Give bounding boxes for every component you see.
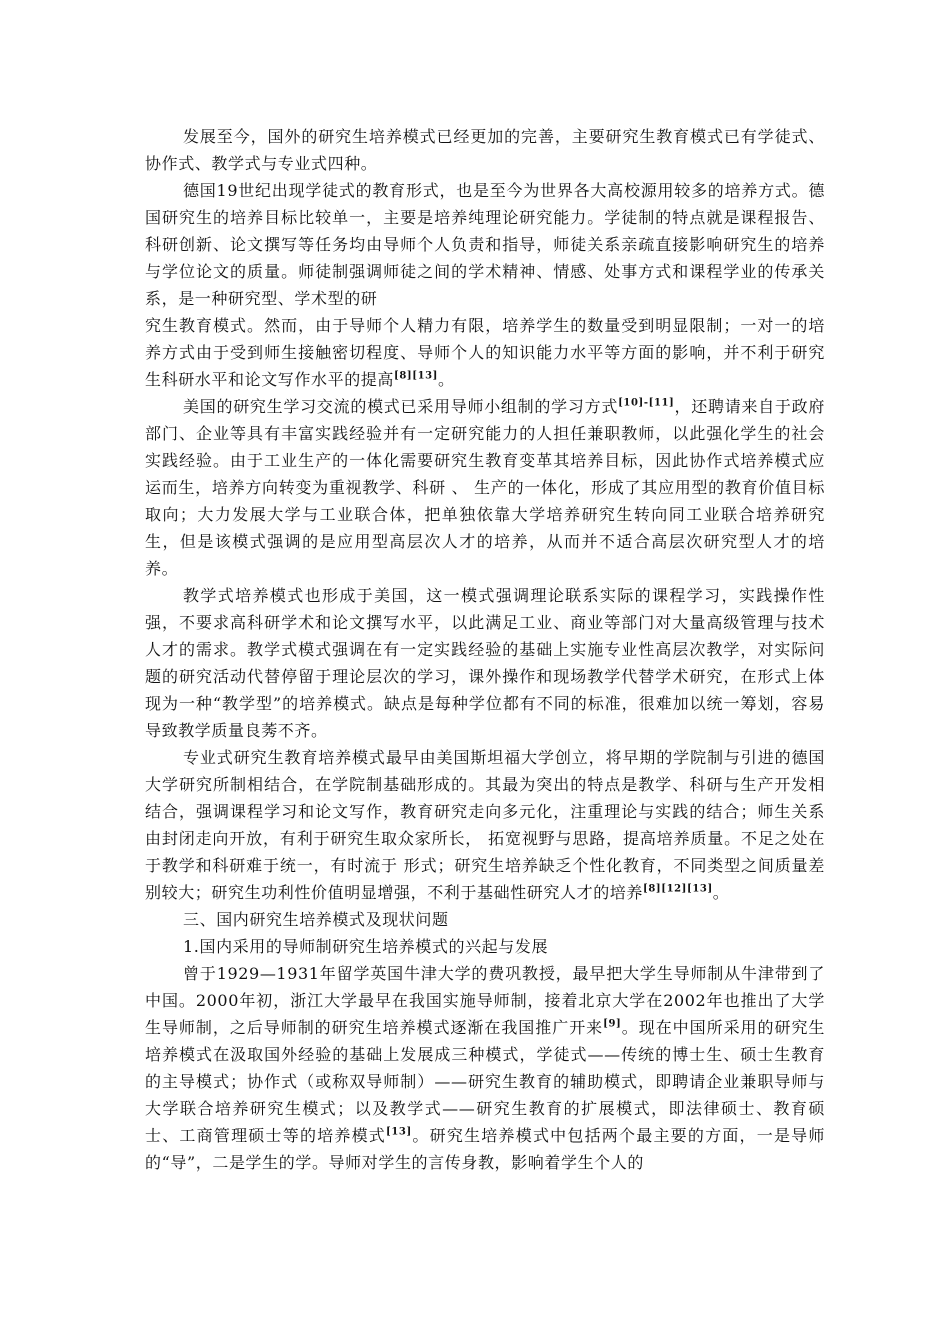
citation: [10]-[11] bbox=[618, 397, 675, 409]
section-heading bbox=[145, 906, 825, 933]
paragraph-teaching-mode bbox=[145, 582, 825, 744]
citation: [8][12][13] bbox=[643, 883, 713, 895]
heading-text: 1.国内采用的导师制研究生培养模式的兴起与发展 bbox=[183, 937, 549, 956]
paragraph-text: 。 bbox=[712, 883, 730, 902]
paragraph-text: 德国19世纪出现学徒式的教育形式，也是至今为世界各大高校源用较多的培养方式。德国研究生的培养目标比较单一，主要是培养纯理论研究能力。学徒制的特点就是课程报告、科研创新、论文撰写等任务均由导师个人负责和指导，师徒关系亲疏直接影响研究生的培养与学位论文的质量。师徒制强调师徒之间的学术精神、情感、处事方式和课程学业的传承关系，是一种研究型、学术型的研 bbox=[145, 181, 825, 308]
paragraph-germany-continued bbox=[145, 312, 825, 393]
paragraph-overview bbox=[145, 123, 825, 177]
paragraph-text: 究生教育模式。然而，由于导师个人精力有限，培养学生的数量受到明显限制；一对一的培养方式由于受到师生接触密切程度、导师个人的知识能力水平等方面的影响，并不利于研究生科研水平和论文写作水平的提高 bbox=[145, 316, 825, 389]
citation: [9] bbox=[603, 1018, 622, 1030]
paragraph-text: 。 bbox=[438, 370, 455, 389]
paragraph-germany bbox=[145, 177, 825, 312]
paragraph-text: 专业式研究生教育培养模式最早由美国斯坦福大学创立，将早期的学院制与引进的德国大学研究所制相结合，在学院制基础形成的。其最为突出的特点是教学、科研与生产开发相结合，强调课程学习和论文写作，教育研究走向多元化，注重理论与实践的结合；师生关系由封闭走向开放，有利于研究生取众家所长， 拓宽视野与思路，提高培养质量。不足之处在于教学和科研难于统一，有时流于 形式；研究生培养缺乏个性化教育，不同类型之间质量差别较大；研究生功利性价值明显增强，不利于基础性研究人才的培养 bbox=[145, 748, 825, 902]
paragraph-domestic-history bbox=[145, 960, 825, 1176]
paragraph-usa-collaborative bbox=[145, 393, 825, 582]
citation: [13] bbox=[386, 1126, 412, 1138]
heading-text: 三、国内研究生培养模式及现状问题 bbox=[183, 910, 449, 929]
document-page bbox=[145, 123, 825, 1176]
subsection-heading bbox=[145, 933, 825, 960]
paragraph-professional-mode bbox=[145, 744, 825, 906]
paragraph-text: 美国的研究生学习交流的模式已采用导师小组制的学习方式 bbox=[183, 397, 619, 416]
paragraph-text: 教学式培养模式也形成于美国，这一模式强调理论联系实际的课程学习，实践操作性强，不要求高科研学术和论文撰写水平，以此满足工业、商业等部门对大量高级管理与技术人才的需求。教学式模式强调在有一定实践经验的基础上实施专业性高层次教学，对实际问题的研究活动代替停留于理论层次的学习，课外操作和现场教学代替学术研究，在形式上体现为一种“教学型”的培养模式。缺点是每种学位都有不同的标准，很难加以统一筹划，容易导致教学质量良莠不齐。 bbox=[145, 586, 825, 740]
paragraph-text: 。研究生培养模式中包括两个最主要的方面，一是导师的“导”，二是学生的学。导师对学生的言传身教，影响着学生个人的 bbox=[145, 1126, 825, 1172]
paragraph-text: 曾于1929—1931年留学英国牛津大学的费巩教授，最早把大学生导师制从牛津带到了中国。2000年初，浙江大学最早在我国实施导师制，接着北京大学在2002年也推出了大学生导师制，之后导师制的研究生培养模式逐渐在我国推广开来 bbox=[145, 964, 825, 1037]
paragraph-text: 发展至今，国外的研究生培养模式已经更加的完善，主要研究生教育模式已有学徒式、协作式、教学式与专业式四种。 bbox=[145, 127, 825, 173]
paragraph-text: 。现在中国所采用的研究生培养模式在汲取国外经验的基础上发展成三种模式，学徒式——传统的博士生、硕士生教育的主导模式；协作式（或称双导师制）——研究生教育的辅助模式，即聘请企业兼职导师与大学联合培养研究生模式；以及教学式——研究生教育的扩展模式，即法律硕士、教育硕士、工商管理硕士等的培养模式 bbox=[145, 1018, 826, 1145]
citation: [8][13] bbox=[394, 370, 439, 382]
paragraph-text: ，还聘请来自于政府部门、企业等具有丰富实践经验并有一定研究能力的人担任兼职教师，以此强化学生的社会实践经验。由于工业生产的一体化需要研究生教育变革其培养目标，因此协作式培养模式应运而生，培养方向转变为重视教学、科研 、 生产的一体化，形成了其应用型的教育价值目标取向；大力发展大学与工业联合体，把单独依靠大学培养研究生转向同工业联合培养研究生，但是该模式强调的是应用型高层次人才的培养，从而并不适合高层次研究型人才的培养。 bbox=[145, 397, 825, 578]
